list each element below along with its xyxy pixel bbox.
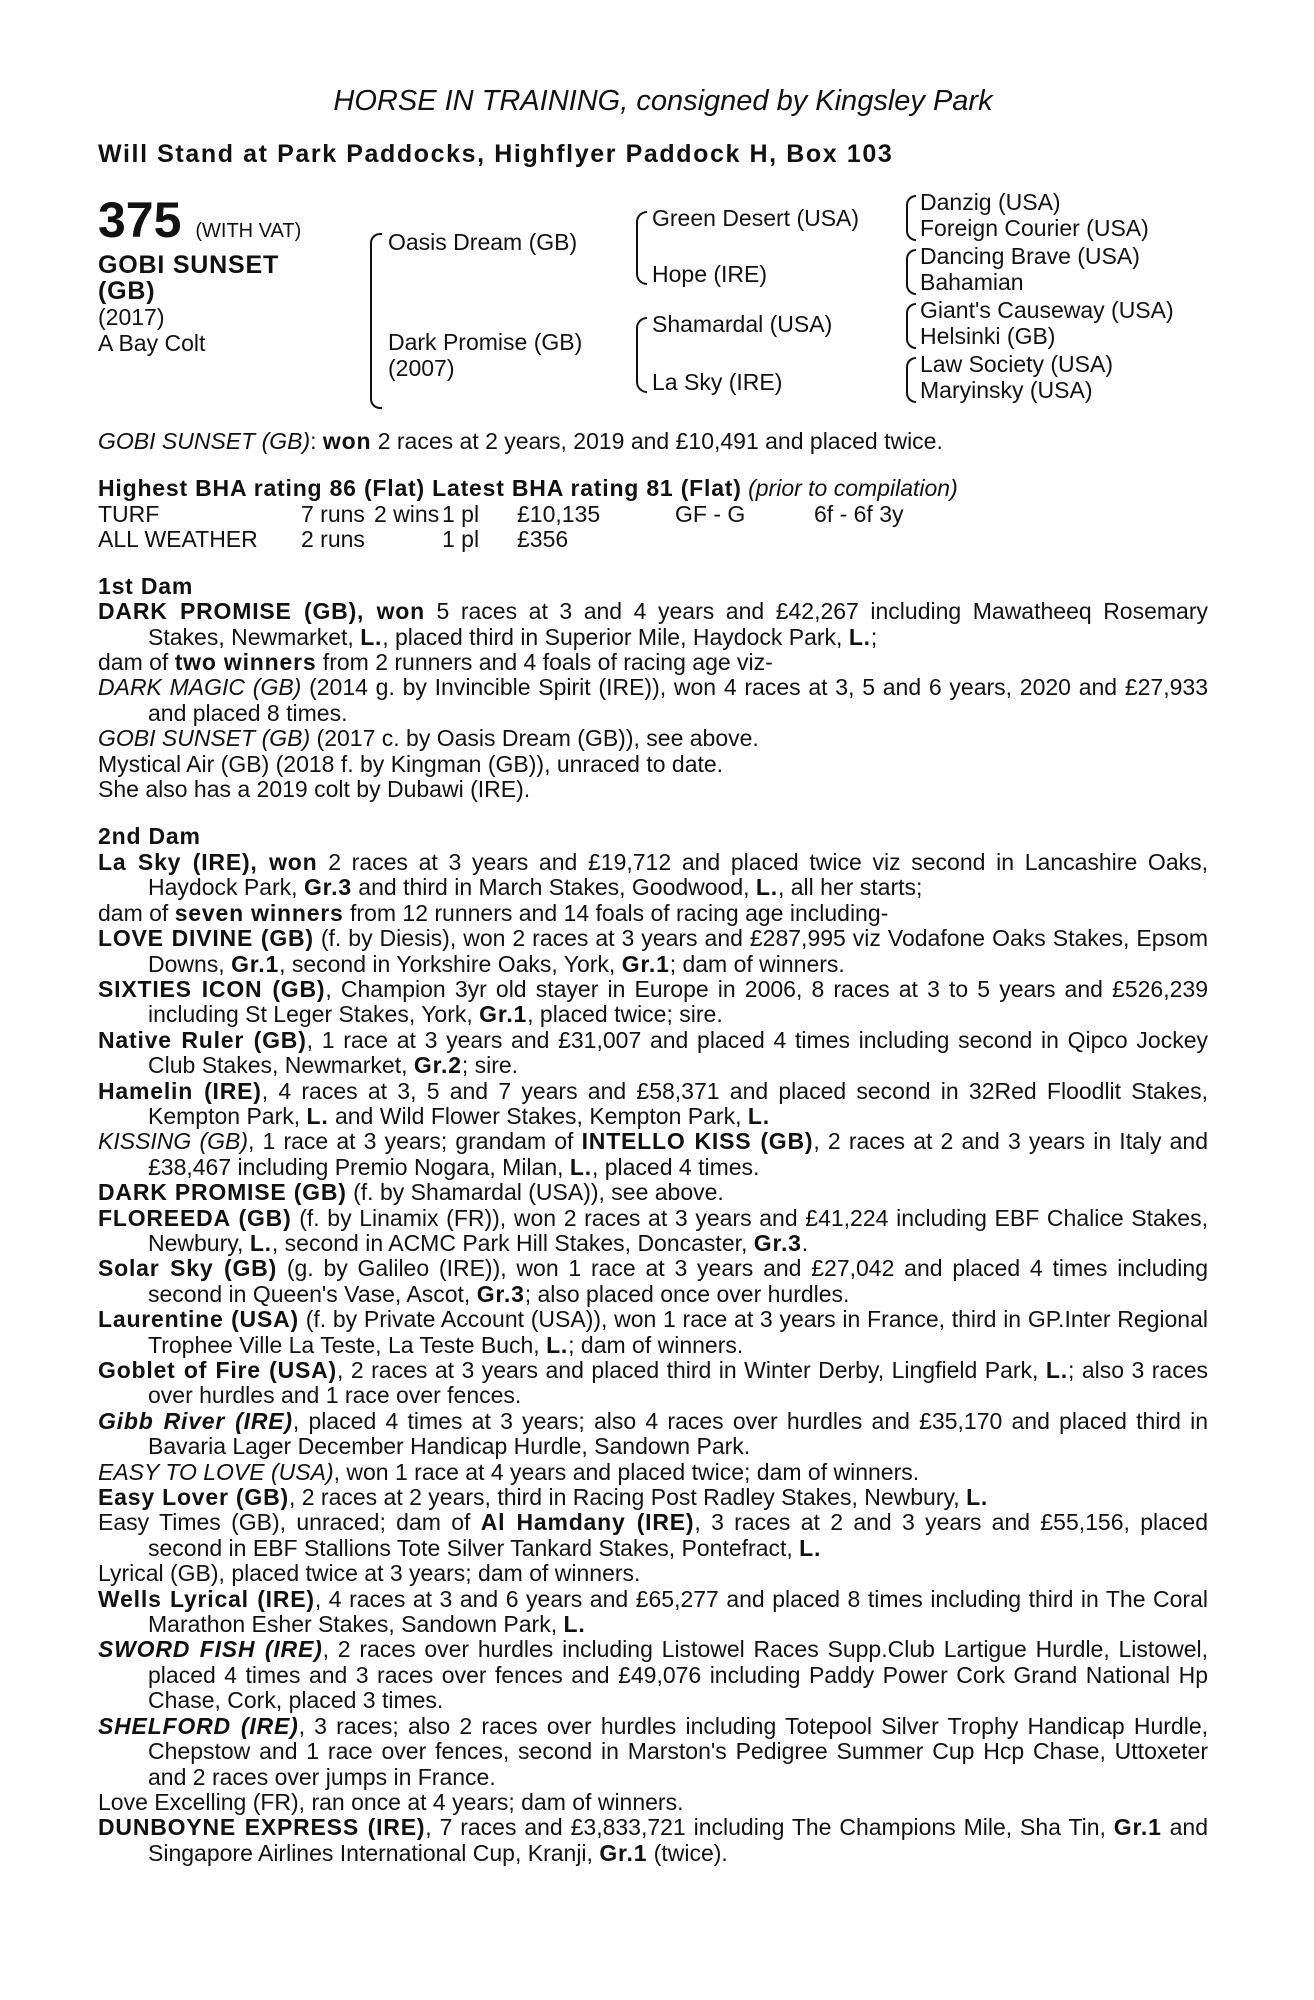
- text-run: ALL WEATHER: [98, 525, 258, 552]
- text-run: DARK PROMISE (GB), won: [98, 598, 425, 625]
- text-run: , placed 4 times.: [591, 1153, 760, 1180]
- text-run: [675, 527, 814, 552]
- text-run: L.: [569, 1153, 592, 1180]
- gg-brace-4: [906, 357, 916, 403]
- text-run: (f. by Diesis), won 2 races at 3 years and £287,995 viz Vodafone Oaks Stakes, Epsom Downs,: [148, 925, 1209, 977]
- text-run: DARK MAGIC (GB): [98, 674, 302, 701]
- text-run: Native Ruler (GB): [98, 1026, 307, 1053]
- text-run: 2 wins: [374, 500, 440, 527]
- text-run: , second in Yorkshire Oaks, York,: [279, 950, 622, 977]
- paragraph: [98, 1206, 1208, 1257]
- gg-brace-3: [906, 303, 916, 349]
- page-header: HORSE IN TRAINING, consigned by Kingsley Park: [333, 85, 993, 117]
- text-run: L.: [755, 874, 778, 901]
- text-run: Gr.3: [476, 1280, 525, 1307]
- paragraph: [98, 1079, 1208, 1130]
- paragraph: [98, 977, 1208, 1028]
- text-run: 2 races at 3 years and £19,712 and placed twice viz second in Lancashire Oaks, Haydock Park,: [148, 848, 1209, 901]
- text-run: (2014 g. by Invincible Spirit (IRE)), won 4 races at 3, 5 and 6 years, 2020 and £27,933 and placed 8 times.: [148, 674, 1208, 726]
- race-record-table: [98, 502, 903, 552]
- paragraph: [98, 1510, 1208, 1561]
- text-run: L.: [747, 1102, 770, 1129]
- ratings-block: [98, 476, 1208, 501]
- text-run: 2 races at 2 years, 2019 and £10,491 and placed twice.: [371, 428, 943, 454]
- table-row: [98, 502, 903, 527]
- text-run: L.: [1045, 1357, 1068, 1383]
- paragraph: [98, 1358, 1208, 1409]
- text-run: , 3 races at 2 and 3 years and £55,156, placed second in EBF Stallions Tote Silver Tankard Stakes, Pontefract,: [148, 1509, 1208, 1561]
- second-dam-section: [98, 824, 1208, 1866]
- paragraph: [98, 926, 1208, 977]
- text-run: Gr.1: [621, 950, 670, 977]
- lot-number: 375: [98, 192, 182, 248]
- paragraph: [98, 675, 1208, 726]
- paragraph: [98, 901, 1208, 926]
- text-run: SHELFORD (IRE): [98, 1712, 299, 1739]
- text-run: DUNBOYNE EXPRESS (IRE): [98, 1814, 426, 1841]
- text-run: 1 pl: [442, 500, 480, 527]
- text-run: [374, 527, 442, 552]
- sire-brace: [636, 211, 647, 285]
- ggs-6: Helsinki (GB): [920, 323, 1056, 349]
- gg-brace-1: [906, 195, 916, 241]
- text-run: , 7 races and £3,833,721 including The Champions Mile, Sha Tin,: [425, 1814, 1114, 1841]
- text-run: L.: [966, 1484, 989, 1511]
- ratings-line: Highest BHA rating 86 (Flat) Latest BHA rating 81 (Flat): [98, 475, 742, 502]
- granddam-2: La Sky (IRE): [652, 369, 783, 395]
- text-run: 5 races at 3 and 4 years and £42,267 including Mawatheeq Rosemary Stakes, Newmarket,: [148, 598, 1209, 650]
- text-run: Gr.1: [231, 950, 280, 977]
- text-run: £10,135: [517, 500, 601, 527]
- dam-brace: [636, 317, 647, 393]
- paragraph: [98, 1028, 1208, 1079]
- text-run: Love Excelling (FR), ran once at 4 years; dam of winners.: [98, 1788, 684, 1815]
- text-run: and third in March Stakes, Goodwood,: [351, 874, 756, 901]
- table-row: [98, 527, 903, 552]
- ggs-5: Giant's Causeway (USA): [920, 297, 1174, 323]
- text-run: from 12 runners and 14 foals of racing age including-: [343, 899, 889, 926]
- text-run: Mystical Air (GB) (2018 f. by Kingman (GB)), unraced to date.: [98, 750, 724, 777]
- text-run: (f. by Private Account (USA)), won 1 race at 3 years in France, third in GP.Inter Regional Trophee Ville La Teste, La Teste Buch,: [148, 1306, 1209, 1358]
- paragraph: [98, 1307, 1208, 1358]
- text-run: GF - G: [675, 500, 746, 527]
- text-run: ; also placed once over hurdles.: [524, 1280, 850, 1307]
- text-run: , Champion 3yr old stayer in Europe in 2006, 8 races at 3 to 5 years and £526,239 including St Leger Stakes, York,: [148, 975, 1208, 1028]
- text-run: EASY TO LOVE (USA): [98, 1458, 334, 1485]
- ratings-note: (prior to compilation): [748, 475, 958, 502]
- second-dam-heading: 2nd Dam: [98, 823, 201, 850]
- sire-name: Oasis Dream (GB): [388, 229, 578, 255]
- text-run: L.: [546, 1331, 569, 1358]
- pedigree-block: [98, 189, 1208, 417]
- paragraph: [98, 1714, 1208, 1790]
- paragraph: [98, 1129, 1208, 1180]
- gg-brace-2: [906, 249, 916, 295]
- text-run: Gr.1: [479, 1001, 528, 1028]
- text-run: L.: [249, 1229, 272, 1256]
- ggs-1: Danzig (USA): [920, 189, 1061, 215]
- text-run: and Singapore Airlines International Cup, Kranji,: [148, 1814, 1208, 1866]
- text-run: INTELLO KISS (GB): [581, 1128, 814, 1155]
- text-run: ;: [870, 623, 878, 650]
- ggs-2: Foreign Courier (USA): [920, 215, 1149, 241]
- text-run: GOBI SUNSET (GB): [98, 428, 311, 454]
- text-run: Gibb River (IRE): [98, 1407, 293, 1434]
- text-run: (f. by Shamardal (USA)), see above.: [346, 1179, 724, 1206]
- text-run: , 2 races over hurdles including Listowel Races Supp.Club Lartigue Hurdle, Listowel, placed 4 times and 3 races over fences and £49,076 including Paddy Power Cork Grand National Hp Chase, Cork, placed 3 times.: [148, 1636, 1208, 1714]
- text-run: KISSING (GB): [98, 1128, 248, 1155]
- text-run: Gr.2: [413, 1052, 462, 1079]
- stand-location: Will Stand at Park Paddocks, Highflyer Paddock H, Box 103: [98, 140, 894, 168]
- dam-name: Dark Promise (GB): [388, 329, 583, 355]
- text-run: (f. by Linamix (FR)), won 2 races at 3 years and £41,224 including EBF Chalice Stakes, Newbury,: [148, 1204, 1208, 1256]
- paragraph: [98, 1815, 1208, 1866]
- text-run: dam of: [98, 899, 175, 926]
- text-run: , placed twice; sire.: [527, 1001, 723, 1028]
- text-run: DARK PROMISE (GB): [98, 1179, 347, 1206]
- text-run: SWORD FISH (IRE): [98, 1636, 323, 1663]
- text-run: Solar Sky (GB): [98, 1255, 278, 1282]
- text-run: from 2 runners and 4 foals of racing age viz-: [316, 649, 773, 676]
- paragraph: [98, 726, 1208, 751]
- text-run: 1 pl: [442, 525, 480, 552]
- text-run: and Wild Flower Stakes, Kempton Park,: [328, 1102, 748, 1129]
- text-run: , placed third in Superior Mile, Haydock Park,: [382, 623, 849, 650]
- text-run: 6f - 6f 3y: [814, 500, 904, 527]
- text-run: , second in ACMC Park Hill Stakes, Doncaster,: [271, 1229, 754, 1256]
- text-run: ; also 3 races over hurdles and 1 race over fences.: [148, 1357, 1208, 1409]
- text-run: Hamelin (IRE): [98, 1077, 262, 1104]
- text-run: , 2 races at 3 years and placed third in Winter Derby, Lingfield Park,: [337, 1357, 1046, 1383]
- text-run: GOBI SUNSET (GB): [98, 725, 311, 752]
- text-run: , 1 race at 3 years and £31,007 and placed 4 times including second in Qipco Jockey Club Stakes, Newmarket,: [148, 1026, 1208, 1079]
- text-run: ; sire.: [461, 1052, 519, 1079]
- paragraph: [98, 1485, 1208, 1510]
- text-run: , 4 races at 3 and 6 years and £65,277 and placed 8 times including third in The Coral Marathon Esher Stakes, Sandown Park,: [148, 1585, 1208, 1638]
- text-run: , 1 race at 3 years; grandam of: [248, 1128, 582, 1155]
- race-summary: [98, 429, 1208, 454]
- text-run: , won 1 race at 4 years and placed twice; dam of winners.: [333, 1458, 920, 1485]
- text-run: TURF: [98, 500, 160, 527]
- horse-country: (GB): [98, 277, 156, 305]
- text-run: , 2 races at 2 years, third in Racing Post Radley Stakes, Newbury,: [288, 1484, 967, 1511]
- text-run: , 2 races at 2 and 3 years in Italy and £38,467 including Premio Nogara, Milan,: [148, 1128, 1209, 1180]
- paragraph: [98, 1460, 1208, 1485]
- text-run: 7 runs: [301, 500, 365, 527]
- text-run: L.: [360, 623, 383, 650]
- text-run: Lyrical (GB), placed twice at 3 years; dam of winners.: [98, 1560, 641, 1587]
- text-run: L.: [306, 1102, 329, 1129]
- text-run: L.: [563, 1611, 586, 1638]
- horse-year: (2017): [98, 304, 165, 330]
- text-run: two winners: [174, 649, 317, 676]
- text-run: LOVE DIVINE (GB): [98, 925, 314, 952]
- vat-note: (WITH VAT): [195, 220, 302, 242]
- paragraph: [98, 1587, 1208, 1638]
- text-run: Easy Lover (GB): [98, 1484, 289, 1511]
- ggs-3: Dancing Brave (USA): [920, 243, 1140, 269]
- text-run: L.: [848, 623, 871, 650]
- text-run: Gr.1: [1113, 1814, 1162, 1841]
- text-run: Wells Lyrical (IRE): [98, 1585, 315, 1612]
- text-run: Goblet of Fire (USA): [98, 1357, 338, 1383]
- text-run: Gr.3: [303, 874, 352, 901]
- horse-sex: A Bay Colt: [98, 330, 206, 356]
- paragraph: [98, 1637, 1208, 1713]
- horse-name: GOBI SUNSET: [98, 251, 280, 279]
- text-run: dam of: [98, 649, 175, 676]
- text-run: Laurentine (USA): [98, 1306, 299, 1333]
- dam-year: (2007): [388, 355, 455, 381]
- text-run: Al Hamdany (IRE): [480, 1509, 695, 1536]
- text-run: , 3 races; also 2 races over hurdles including Totepool Silver Trophy Handicap Hurdle, Chepstow and 1 race over fences, second in Marston's Pedigree Summer Cup Hcp Chase, Uttoxeter and 2 races over jumps in France.: [148, 1712, 1209, 1790]
- catalogue-page: [98, 80, 1208, 1866]
- text-run: won: [322, 428, 372, 454]
- text-run: (2017 c. by Oasis Dream (GB)), see above.: [310, 725, 759, 752]
- first-dam-heading: 1st Dam: [98, 572, 194, 599]
- paragraph: [98, 850, 1208, 901]
- text-run: (twice).: [647, 1839, 728, 1866]
- text-run: SIXTIES ICON (GB): [98, 975, 326, 1002]
- text-run: ; dam of winners.: [568, 1331, 744, 1358]
- text-run: seven winners: [174, 899, 344, 926]
- grandsire-1: Green Desert (USA): [652, 205, 860, 231]
- paragraph: GOBI SUNSET (GB): won 2 races at 2 years, 2019 and £10,491 and placed twice.: [98, 428, 943, 454]
- text-run: Easy Times (GB), unraced; dam of: [98, 1509, 481, 1536]
- text-run: ; dam of winners.: [669, 950, 845, 977]
- text-run: FLOREEDA (GB): [98, 1204, 292, 1231]
- text-run: 2 runs: [301, 525, 365, 552]
- text-run: Gr.1: [599, 1839, 648, 1866]
- paragraph: [98, 1256, 1208, 1307]
- paragraph: [98, 1409, 1208, 1460]
- text-run: La Sky (IRE), won: [98, 848, 318, 875]
- granddam-1: Hope (IRE): [652, 261, 768, 287]
- text-run: (g. by Galileo (IRE)), won 1 race at 3 years and £27,042 and placed 4 times including second in Queen's Vase, Ascot,: [148, 1255, 1209, 1307]
- ggs-4: Bahamian: [920, 269, 1024, 295]
- pedigree-brace: [370, 233, 382, 409]
- first-dam-section: [98, 574, 1208, 803]
- paragraph: [98, 476, 1208, 501]
- lot-number-line: [98, 192, 302, 256]
- paragraph: [98, 1180, 1208, 1205]
- paragraph: [98, 599, 1208, 650]
- ggs-7: Law Society (USA): [920, 351, 1114, 377]
- ggs-8: Maryinsky (USA): [920, 377, 1093, 403]
- paragraph: [98, 650, 1208, 675]
- text-run: L.: [799, 1534, 822, 1561]
- grandsire-2: Shamardal (USA): [652, 311, 833, 337]
- text-run: , all her starts;: [777, 874, 923, 901]
- text-run: [814, 527, 903, 552]
- text-run: Gr.3: [753, 1229, 802, 1256]
- text-run: , placed 4 times at 3 years; also 4 races over hurdles and £35,170 and placed third in Bavaria Lager December Handicap Hurdle, Sandown Park.: [148, 1407, 1209, 1460]
- text-run: , 4 races at 3, 5 and 7 years and £58,371 and placed second in 32Red Floodlit Stakes, Kempton Park,: [148, 1077, 1208, 1129]
- text-run: .: [801, 1229, 809, 1256]
- text-run: £356: [517, 525, 569, 552]
- text-run: She also has a 2019 colt by Dubawi (IRE).: [98, 776, 531, 803]
